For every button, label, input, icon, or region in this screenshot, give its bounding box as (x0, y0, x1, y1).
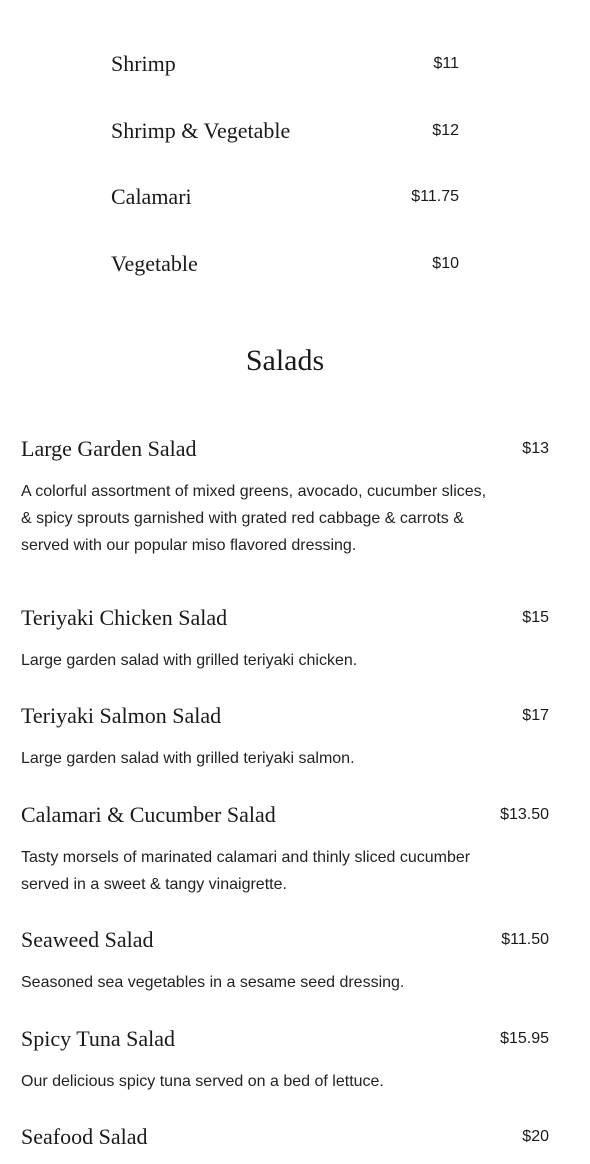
menu-item-name: Calamari (111, 184, 192, 209)
salad-item-name: Teriyaki Salmon Salad (21, 703, 222, 728)
salad-item (21, 1026, 549, 1124)
menu-item (111, 114, 459, 181)
menu-item-name: Shrimp & Vegetable (111, 117, 291, 143)
salad-item (21, 605, 549, 703)
menu-item-price: $12 (432, 121, 459, 139)
menu-item-name: Vegetable (111, 250, 198, 276)
salad-item-description: Our delicious spicy tuna served on a bed of lettuce. (21, 1073, 384, 1090)
salads-list (21, 436, 549, 1164)
salad-item-name: Seafood Salad (21, 1124, 148, 1149)
menu-item (111, 247, 459, 314)
salad-item-name: Seaweed Salad (21, 927, 154, 952)
salad-item (21, 703, 549, 802)
salad-item-name: Calamari & Cucumber Salad (21, 802, 276, 827)
salad-item-price: $15.95 (500, 1030, 549, 1047)
salad-item (21, 436, 549, 605)
salad-item (21, 1124, 549, 1164)
salad-item (21, 802, 549, 927)
salad-item-price: $20 (522, 1128, 549, 1145)
salad-item-price: $13 (522, 440, 549, 457)
salad-item-price: $17 (522, 707, 549, 724)
salad-item-price: $15 (522, 609, 549, 626)
menu-item-price: $11.75 (411, 188, 459, 205)
salad-item-description: Tasty morsels of marinated calamari and thinly sliced cucumber served in a sweet & tangy vinaigrette. (21, 849, 471, 893)
menu-item (111, 47, 459, 114)
menu-item-price: $11 (433, 55, 459, 72)
salad-item-price: $13.50 (500, 806, 549, 823)
salad-item-description: Seasoned sea vegetables in a sesame seed dressing. (21, 974, 405, 991)
salad-item-description: Large garden salad with grilled teriyaki chicken. (21, 652, 358, 669)
salad-item-description: A colorful assortment of mixed greens, avocado, cucumber slices, & spicy sprouts garnished with grated red cabbage & carrots & served with our popular miso flavored dressing. (21, 483, 487, 554)
section-title-salads: Salads (245, 344, 325, 377)
menu-item-price: $10 (432, 254, 459, 272)
salad-item-description: Large garden salad with grilled teriyaki salmon. (21, 750, 355, 767)
salad-item (21, 927, 549, 1026)
menu-item (111, 180, 459, 247)
salad-item-name: Large Garden Salad (21, 436, 197, 461)
menu-item-name: Shrimp (111, 51, 176, 76)
tempura-price-list (111, 47, 459, 313)
salad-item-name: Spicy Tuna Salad (21, 1026, 176, 1051)
salad-item-price: $11.50 (501, 931, 549, 948)
salad-item-name: Teriyaki Chicken Salad (21, 605, 228, 630)
